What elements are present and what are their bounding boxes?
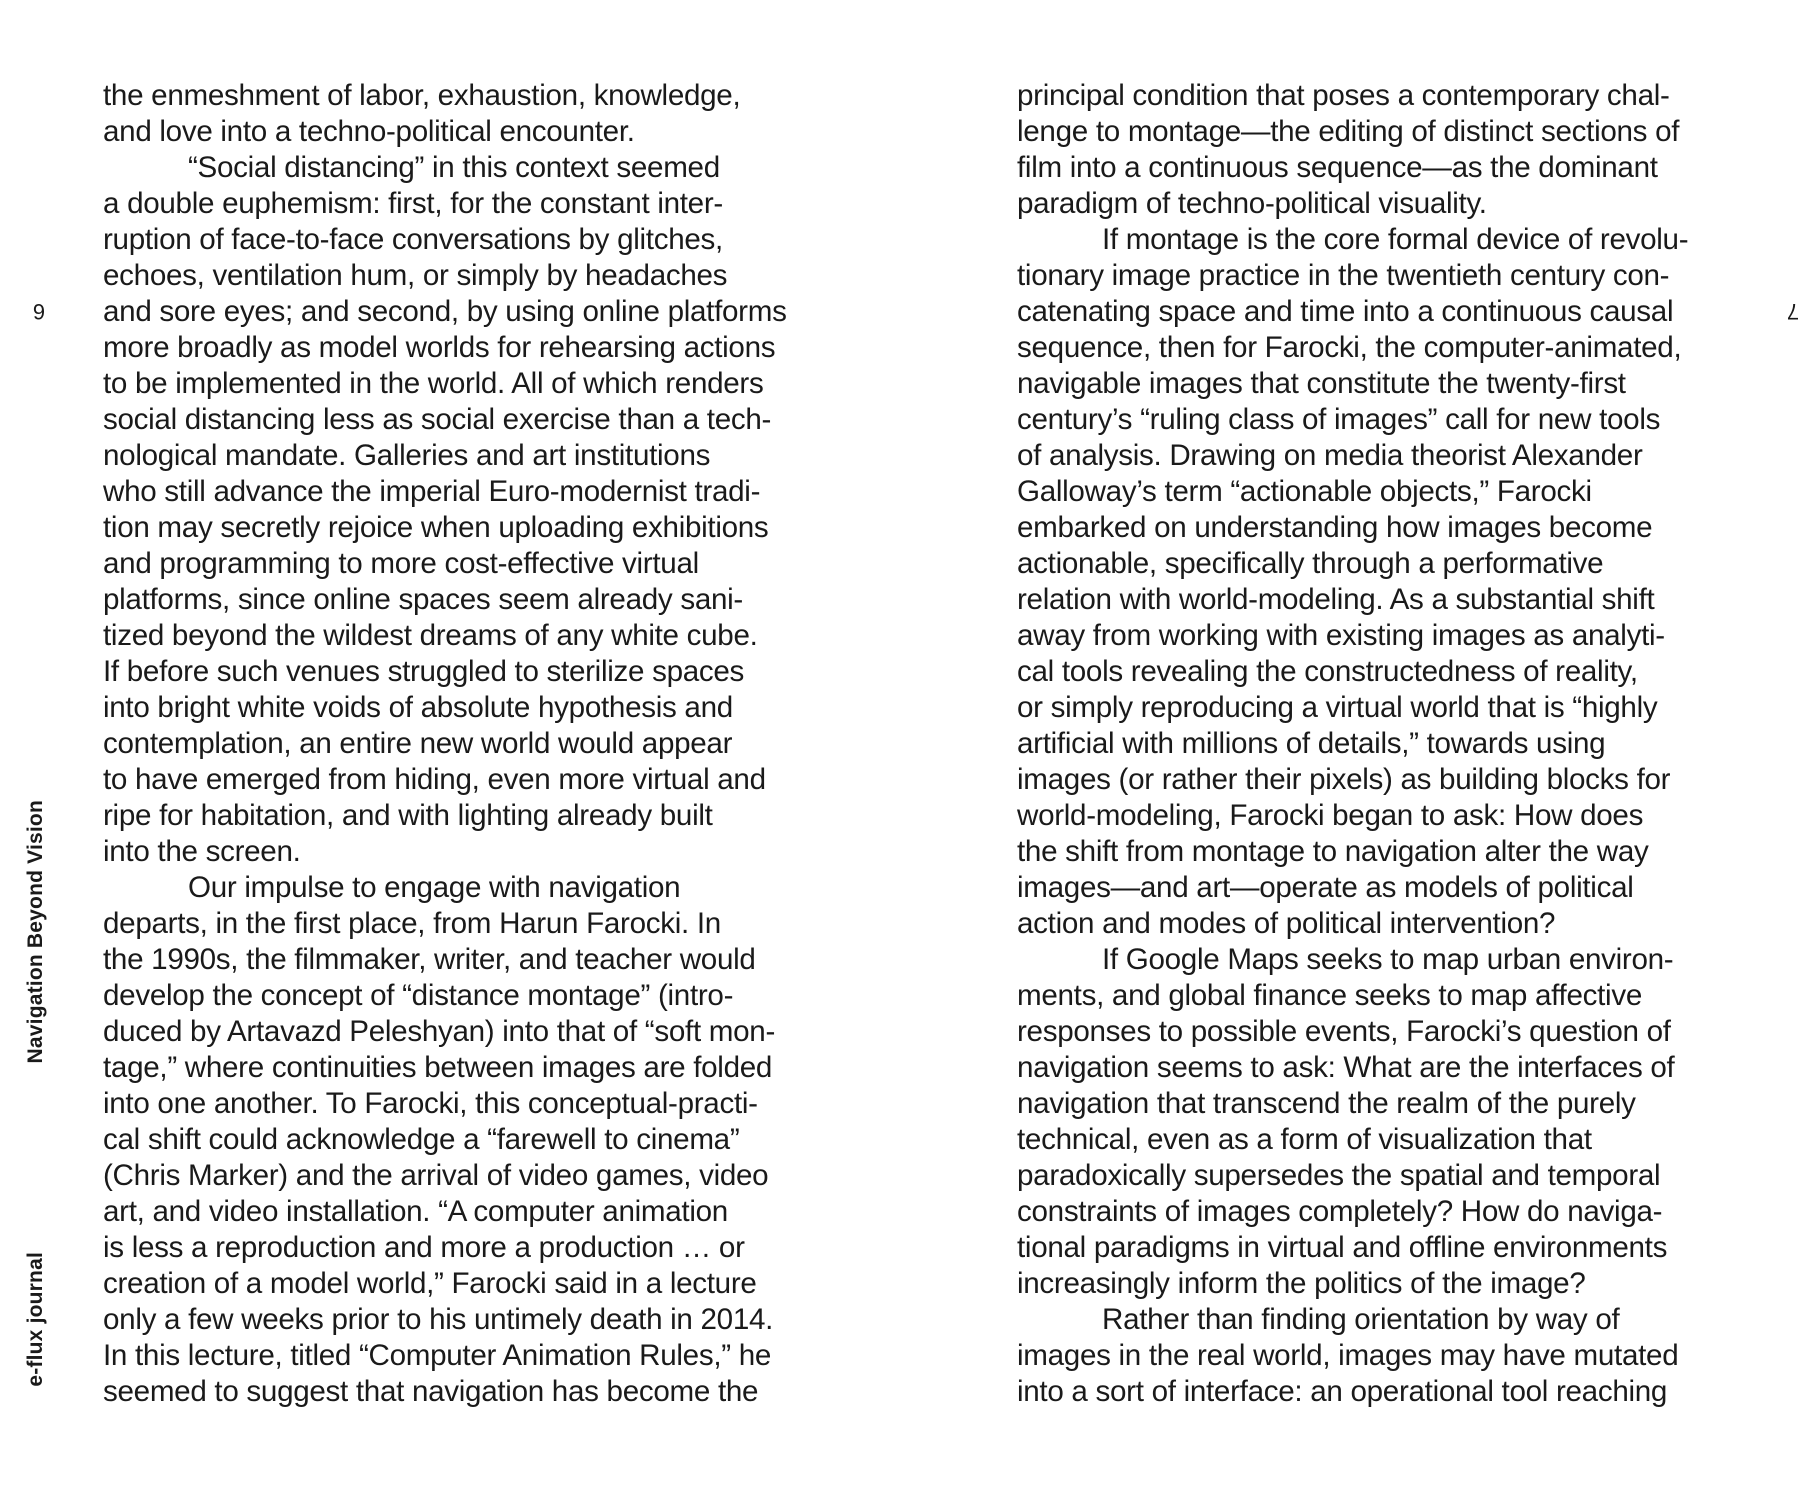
- text-line: world-modeling, Farocki began to ask: How does: [1017, 799, 1644, 832]
- text-line: images (or rather their pixels) as building blocks for: [1017, 763, 1671, 796]
- text-line: social distancing less as social exercise than a tech-: [103, 403, 772, 436]
- text-line: tized beyond the wildest dreams of any white cube.: [103, 619, 758, 652]
- text-line: of analysis. Drawing on media theorist Alexander: [1017, 439, 1643, 472]
- text-line: into the screen.: [103, 835, 301, 868]
- text-line: a double euphemism: first, for the constant inter-: [103, 187, 723, 220]
- text-line: and love into a techno-political encounter.: [103, 115, 635, 148]
- text-line: to have emerged from hiding, even more virtual and: [103, 763, 766, 796]
- text-line: artificial with millions of details,” towards using: [1017, 727, 1606, 760]
- text-line: ruption of face-to-face conversations by glitches,: [103, 223, 723, 256]
- text-line: cal tools revealing the constructedness of reality,: [1017, 655, 1638, 688]
- text-line: tion may secretly rejoice when uploading exhibitions: [103, 511, 769, 544]
- text-line: platforms, since online spaces seem already sani-: [103, 583, 743, 616]
- publication-name: e-flux journal: [24, 1252, 47, 1387]
- text-line: Galloway’s term “actionable objects,” Farocki: [1017, 475, 1592, 508]
- text-line: departs, in the first place, from Harun Farocki. In: [103, 907, 721, 940]
- right-page-number: 7: [1786, 299, 1800, 325]
- text-line: who still advance the imperial Euro-modernist tradi-: [103, 475, 761, 508]
- text-line: technical, even as a form of visualization that: [1017, 1123, 1592, 1156]
- text-line: into bright white voids of absolute hypothesis and: [103, 691, 733, 724]
- text-line: tionary image practice in the twentieth century con-: [1017, 259, 1670, 292]
- text-line: relation with world-modeling. As a substantial shift: [1017, 583, 1655, 616]
- text-line: increasingly inform the politics of the image?: [1017, 1267, 1586, 1300]
- text-line: lenge to montage—the editing of distinct sections of: [1017, 115, 1680, 148]
- text-line: paradigm of techno-political visuality.: [1017, 187, 1487, 220]
- text-line: develop the concept of “distance montage” (intro-: [103, 979, 734, 1012]
- text-line: or simply reproducing a virtual world that is “highly: [1017, 691, 1658, 724]
- text-line: tional paradigms in virtual and offline environments: [1017, 1231, 1668, 1264]
- text-line: sequence, then for Farocki, the computer-animated,: [1017, 331, 1682, 364]
- text-line: contemplation, an entire new world would appear: [103, 727, 733, 760]
- text-line: catenating space and time into a continuous causal: [1017, 295, 1674, 328]
- left-page-number: 6: [32, 299, 46, 325]
- text-line: embarked on understanding how images become: [1017, 511, 1653, 544]
- right-page-body: [1017, 78, 1757, 1410]
- text-line: the shift from montage to navigation alter the way: [1017, 835, 1649, 868]
- text-line: “Social distancing” in this context seemed: [188, 151, 720, 184]
- text-line: navigation seems to ask: What are the interfaces of: [1017, 1051, 1675, 1084]
- text-line: actionable, specifically through a performative: [1017, 547, 1604, 580]
- text-line: images in the real world, images may have mutated: [1017, 1339, 1679, 1372]
- text-line: away from working with existing images as analyti-: [1017, 619, 1665, 652]
- running-title: Navigation Beyond Vision: [24, 800, 47, 1064]
- text-line: is less a reproduction and more a production … or: [103, 1231, 745, 1264]
- text-line: only a few weeks prior to his untimely death in 2014.: [103, 1303, 774, 1336]
- text-line: tage,” where continuities between images are folded: [103, 1051, 773, 1084]
- text-line: to be implemented in the world. All of which renders: [103, 367, 764, 400]
- text-line: images—and art—operate as models of political: [1017, 871, 1634, 904]
- text-line: art, and video installation. “A computer animation: [103, 1195, 728, 1228]
- text-line: nological mandate. Galleries and art institutions: [103, 439, 711, 472]
- text-line: Rather than finding orientation by way of: [1102, 1303, 1620, 1336]
- text-line: film into a continuous sequence—as the dominant: [1017, 151, 1658, 184]
- text-line: (Chris Marker) and the arrival of video games, video: [103, 1159, 769, 1192]
- text-line: and sore eyes; and second, by using online platforms: [103, 295, 787, 328]
- text-line: into one another. To Farocki, this conceptual-practi-: [103, 1087, 758, 1120]
- text-line: echoes, ventilation hum, or simply by headaches: [103, 259, 728, 292]
- text-line: principal condition that poses a contemporary chal-: [1017, 79, 1670, 112]
- text-line: Our impulse to engage with navigation: [188, 871, 681, 904]
- text-line: If Google Maps seeks to map urban environ-: [1102, 943, 1674, 976]
- text-line: more broadly as model worlds for rehearsing actions: [103, 331, 776, 364]
- text-line: the enmeshment of labor, exhaustion, knowledge,: [103, 79, 741, 112]
- left-page-body: [103, 78, 838, 1410]
- text-line: navigation that transcend the realm of the purely: [1017, 1087, 1636, 1120]
- text-line: paradoxically supersedes the spatial and temporal: [1017, 1159, 1661, 1192]
- text-line: responses to possible events, Farocki’s question of: [1017, 1015, 1671, 1048]
- text-line: seemed to suggest that navigation has become the: [103, 1375, 759, 1408]
- text-line: constraints of images completely? How do naviga-: [1017, 1195, 1663, 1228]
- text-line: If before such venues struggled to sterilize spaces: [103, 655, 745, 688]
- text-line: In this lecture, titled “Computer Animation Rules,” he: [103, 1339, 772, 1372]
- text-line: century’s “ruling class of images” call for new tools: [1017, 403, 1661, 436]
- text-line: If montage is the core formal device of revolu-: [1102, 223, 1689, 256]
- text-line: action and modes of political intervention?: [1017, 907, 1556, 940]
- text-line: the 1990s, the filmmaker, writer, and teacher would: [103, 943, 756, 976]
- text-line: creation of a model world,” Farocki said in a lecture: [103, 1267, 757, 1300]
- text-line: into a sort of interface: an operational tool reaching: [1017, 1375, 1668, 1408]
- text-line: duced by Artavazd Peleshyan) into that of “soft mon-: [103, 1015, 776, 1048]
- text-line: navigable images that constitute the twenty-first: [1017, 367, 1626, 400]
- text-line: ripe for habitation, and with lighting already built: [103, 799, 713, 832]
- text-line: cal shift could acknowledge a “farewell to cinema”: [103, 1123, 740, 1156]
- text-line: ments, and global finance seeks to map affective: [1017, 979, 1642, 1012]
- text-line: and programming to more cost-effective virtual: [103, 547, 699, 580]
